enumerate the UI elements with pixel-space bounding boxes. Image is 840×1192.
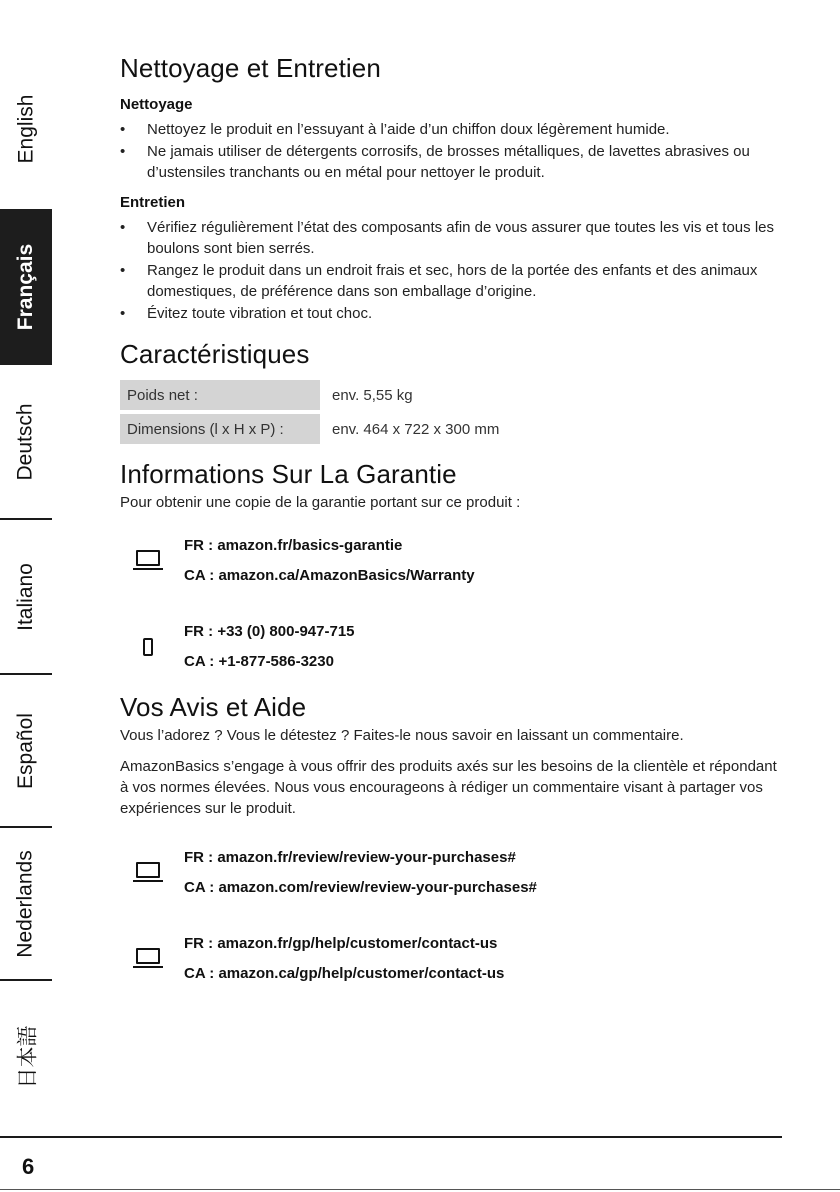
feedback-paragraph-2: AmazonBasics s’engage à vous offrir des produits axés sur les besoins de la clientèle et répondant à vos normes élevées. Nous vous encourageons à rédiger un commentaire visant à partager vos expériences sur le produit. xyxy=(120,758,777,817)
review-link-fr[interactable]: FR : amazon.fr/review/review-your-purchases# xyxy=(184,849,516,866)
help-link-fr[interactable]: FR : amazon.fr/gp/help/customer/contact-us xyxy=(184,935,498,952)
warranty-link-ca[interactable]: CA : amazon.ca/AmazonBasics/Warranty xyxy=(184,567,475,584)
spec-value: env. 5,55 kg xyxy=(332,386,413,404)
list-item: • Ne jamais utiliser de détergents corrosifs, de brosses métalliques, de lavettes abrasives ou d’ustensiles tranchants ou en métal pour nettoyer le produit. xyxy=(120,141,780,183)
lang-divider xyxy=(0,518,52,520)
warranty-web-block xyxy=(120,531,780,591)
feedback-paragraph-1: Vous l’adorez ? Vous le détestez ? Faites-le nous savoir en laissant un commentaire. xyxy=(120,727,684,744)
warranty-link-fr[interactable]: FR : amazon.fr/basics-garantie xyxy=(184,537,403,554)
entretien-list xyxy=(120,217,780,324)
nettoyage-list xyxy=(120,119,780,183)
spec-value: env. 464 x 722 x 300 mm xyxy=(332,420,500,438)
lang-tab-label: Italiano xyxy=(14,563,37,631)
laptop-icon xyxy=(120,531,176,591)
list-item: • Rangez le produit dans un endroit frais et sec, hors de la portée des enfants et des animaux domestiques, de préférence dans son emballage d’origine. xyxy=(120,260,780,302)
lang-tab-japanese[interactable] xyxy=(0,982,52,1132)
lang-tab-nederlands[interactable] xyxy=(0,829,52,979)
bottom-divider xyxy=(0,1189,840,1190)
entretien-heading: Entretien xyxy=(120,194,186,211)
specs-table xyxy=(120,376,499,448)
help-link-ca[interactable]: CA : amazon.ca/gp/help/customer/contact-us xyxy=(184,965,505,982)
phone-icon xyxy=(120,617,176,677)
help-link-block xyxy=(120,929,780,989)
laptop-icon xyxy=(120,843,176,903)
lang-tab-label: 日本語 xyxy=(16,1025,39,1089)
cleaning-title: Nettoyage et Entretien xyxy=(120,53,381,83)
laptop-icon xyxy=(120,929,176,989)
list-item: • Nettoyez le produit en l’essuyant à l’aide d’un chiffon doux légèrement humide. xyxy=(120,119,780,140)
table-row xyxy=(120,380,499,410)
lang-divider xyxy=(0,826,52,828)
lang-tab-label: English xyxy=(14,94,38,164)
spec-key: Dimensions (l x H x P) : xyxy=(120,414,320,444)
feedback-title: Vos Avis et Aide xyxy=(120,692,307,722)
main-content xyxy=(120,52,780,989)
footer-divider xyxy=(0,1136,782,1138)
lang-tab-espanol[interactable] xyxy=(0,676,52,826)
lang-tab-francais[interactable] xyxy=(0,209,52,365)
specs-title: Caractéristiques xyxy=(120,339,310,369)
lang-tab-label: Español xyxy=(14,713,38,789)
page-number: 6 xyxy=(22,1154,35,1179)
lang-tab-italiano[interactable] xyxy=(0,521,52,673)
lang-tab-english[interactable] xyxy=(0,52,52,206)
review-link-ca[interactable]: CA : amazon.com/review/review-your-purchases# xyxy=(184,879,537,896)
warranty-phone-block xyxy=(120,617,780,677)
lang-tab-deutsch[interactable] xyxy=(0,366,52,518)
nettoyage-heading: Nettoyage xyxy=(120,96,193,113)
list-item: • Vérifiez régulièrement l’état des composants afin de vous assurer que toutes les vis et tous les boulons sont bien serrés. xyxy=(120,217,780,259)
lang-tab-label: Nederlands xyxy=(14,850,37,958)
list-item: • Évitez toute vibration et tout choc. xyxy=(120,303,780,324)
lang-tab-label: Français xyxy=(14,243,38,331)
warranty-intro: Pour obtenir une copie de la garantie portant sur ce produit : xyxy=(120,494,521,511)
review-link-block xyxy=(120,843,780,903)
warranty-phone-fr[interactable]: FR : +33 (0) 800-947-715 xyxy=(184,623,355,640)
lang-divider xyxy=(0,673,52,675)
lang-divider xyxy=(0,979,52,981)
warranty-title: Informations Sur La Garantie xyxy=(120,459,457,489)
table-row xyxy=(120,414,499,444)
warranty-phone-ca[interactable]: CA : +1-877-586-3230 xyxy=(184,653,334,670)
spec-key: Poids net : xyxy=(120,380,320,410)
lang-tab-label: Deutsch xyxy=(14,403,38,481)
